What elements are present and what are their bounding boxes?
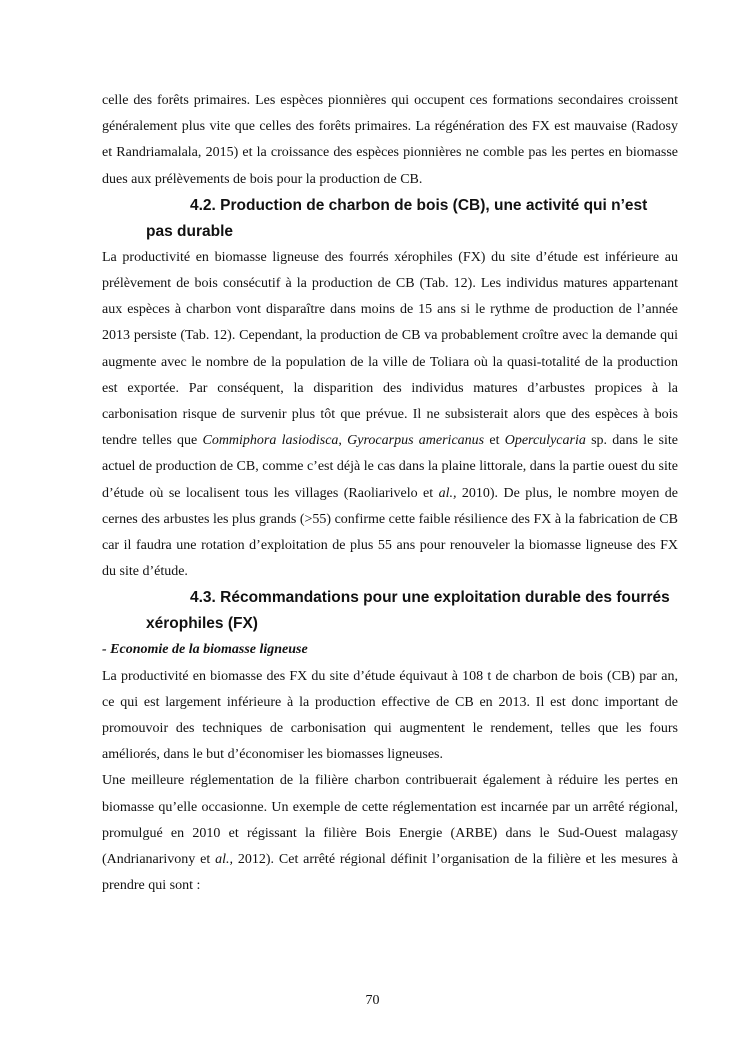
et-al: al., [438, 485, 457, 501]
section-4-3-heading: 4.3. Récommandations pour une exploitation durable des fourrés xérophiles (FX) [146, 589, 670, 633]
subheading-economie: - Economie de la biomasse ligneuse [102, 642, 308, 658]
species-name: Gyrocarpus americanus [347, 433, 485, 449]
document-page [102, 88, 678, 899]
species-name: Commiphora lasiodisca [202, 433, 339, 449]
page-number: 70 [365, 993, 380, 1008]
section-4-3-paragraph-2: Une meilleure réglementation de la filière charbon contribuerait également à réduire les pertes en biomasse qu’elle occasionne. Un exemple de cette réglementation est incarnée par un arrêté régional, promulgué en 2010 et régissant la filière Bois Energie (ARBE) dans le Sud-Ouest malagasy (Andrianarivony et al., 2012). Cet arrêté régional définit l’organisation de la filière et les mesures à prendre qui sont : [102, 773, 678, 894]
et-al: al., [215, 852, 234, 868]
section-4-2-paragraph: La productivité en biomasse ligneuse des fourrés xérophiles (FX) du site d’étude est inférieure au prélèvement de bois consécutif à la production de CB (Tab. 12). Les individus matures appartenant aux espèces à charbon vont disparaître dans moins de 15 ans si le rythme de production de l’année 2013 persiste (Tab. 12). Cependant, la production de CB va probablement croître avec la demande qui augmente avec le nombre de la population de la ville de Toliara où la quasi-totalité de la production est exportée. Par conséquent, la disparition des individus matures d’arbustes propices à la carbonisation risque de survenir plus tôt que prévue. Il ne subsisterait alors que des espèces à bois tendre telles que Commiphora lasiodisca, Gyrocarpus americanus et Operculycaria sp. dans le site actuel de production de CB, comme c’est déjà le cas dans la plaine littorale, dans la partie ouest du site d’étude où se localisent tous les villages (Raoliarivelo et al., 2010). De plus, le nombre moyen de cernes des arbustes les plus grands (>55) confirme cette faible résilience des FX à la fabrication de CB car il faudra une rotation d’exploitation de plus 55 ans pour renouveler la biomasse ligneuse des FX du site d’étude. [102, 249, 678, 580]
intro-paragraph: celle des forêts primaires. Les espèces pionnières qui occupent ces formations secondaires croissent généralement plus vite que celles des forêts primaires. La régénération des FX est mauvaise (Radosy et Randriamalala, 2015) et la croissance des espèces pionnières ne comble pas les pertes en biomasse dues aux prélèvements de bois pour la production de CB. [102, 93, 678, 187]
species-name: Operculycaria [504, 433, 586, 449]
section-4-2-heading: 4.2. Production de charbon de bois (CB), une activité qui n’est pas durable [146, 196, 648, 240]
section-4-3-paragraph-1: La productivité en biomasse des FX du site d’étude équivaut à 108 t de charbon de bois (CB) par an, ce qui est largement inférieure à la production effective de CB en 2013. Il est donc important de promouvoir des techniques de carbonisation qui augmentent le rendement, telles que les fours améliorés, dans le but d’économiser les biomasses ligneuses. [102, 668, 678, 763]
